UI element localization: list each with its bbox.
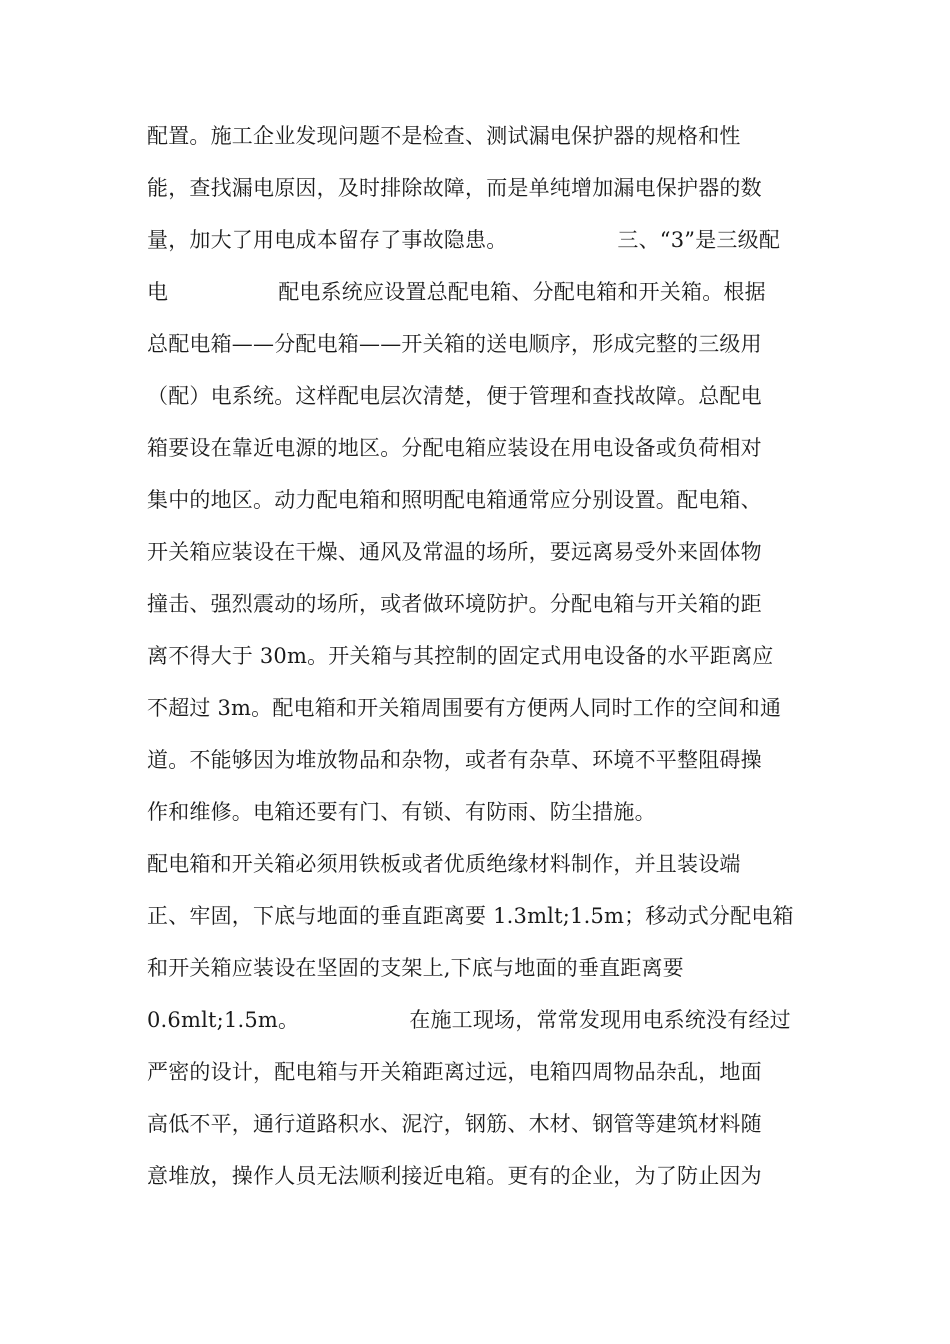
text-line: （配）电系统。这样配电层次清楚，便于管理和查找故障。总配电 [147,384,762,408]
text-line: 意堆放，操作人员无法顺利接近电箱。更有的企业，为了防止因为 [147,1164,762,1188]
text-line: 离不得大于 30m。开关箱与其控制的固定式用电设备的水平距离应 [147,644,774,668]
text-line: 不超过 3m。配电箱和开关箱周围要有方便两人同时工作的空间和通 [147,696,782,720]
text-line: 量，加大了用电成本留存了事故隐患。 三、“3”是三级配 [147,228,781,252]
text-line: 总配电箱——分配电箱——开关箱的送电顺序，形成完整的三级用 [147,332,762,356]
text-line: 严密的设计，配电箱与开关箱距离过远，电箱四周物品杂乱，地面 [147,1060,762,1084]
text-line: 集中的地区。动力配电箱和照明配电箱通常应分别设置。配电箱、 [147,488,762,512]
text-line: 0.6mlt;1.5m。 在施工现场，常常发现用电系统没有经过 [147,1008,791,1032]
text-line: 撞击、强烈震动的场所，或者做环境防护。分配电箱与开关箱的距 [147,592,762,616]
text-line: 箱要设在靠近电源的地区。分配电箱应装设在用电设备或负荷相对 [147,436,762,460]
text-line: 配电箱和开关箱必须用铁板或者优质绝缘材料制作，并且装设端 [147,852,741,876]
text-line: 正、牢固，下底与地面的垂直距离要 1.3mlt;1.5m；移动式分配电箱 [147,904,794,928]
text-line: 和开关箱应装设在坚固的支架上,下底与地面的垂直距离要 [147,956,684,980]
text-line: 作和维修。电箱还要有门、有锁、有防雨、防尘措施。 [147,800,656,824]
text-line: 开关箱应装设在干燥、通风及常温的场所，要远离易受外来固体物 [147,540,762,564]
text-line: 道。不能够因为堆放物品和杂物，或者有杂草、环境不平整阻碍操 [147,748,762,772]
text-line: 能，查找漏电原因，及时排除故障，而是单纯增加漏电保护器的数 [147,176,762,200]
text-line: 配置。施工企业发现问题不是检查、测试漏电保护器的规格和性 [147,124,741,148]
text-line: 电 配电系统应设置总配电箱、分配电箱和开关箱。根据 [147,280,766,304]
text-line: 高低不平，通行道路积水、泥泞，钢筋、木材、钢管等建筑材料随 [147,1112,762,1136]
